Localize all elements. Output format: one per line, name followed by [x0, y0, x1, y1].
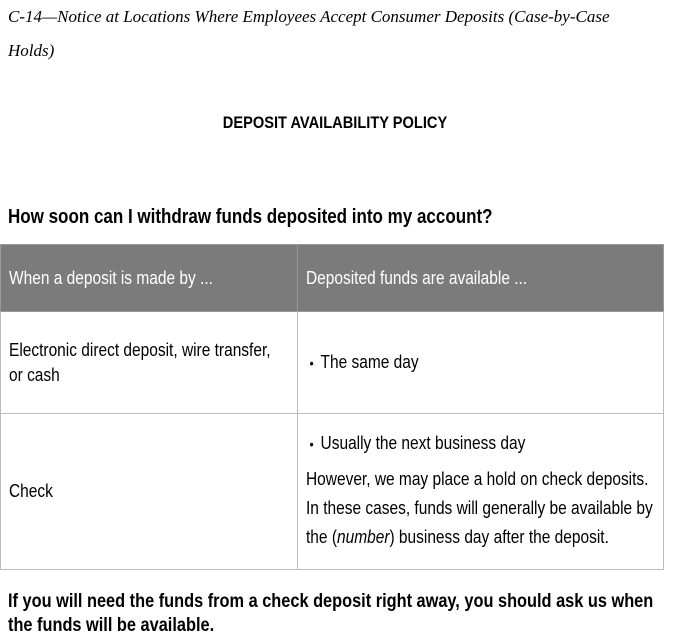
- heading-line-1: C-14—Notice at Locations Where Employees Accept Consumer Deposits (Case-by-Case: [8, 7, 610, 26]
- table-row: [1, 312, 664, 414]
- table-header-row: [1, 245, 664, 312]
- document-heading: [8, 0, 698, 68]
- bullet-icon: •: [309, 436, 314, 452]
- heading-line-2: Holds): [8, 41, 55, 60]
- policy-title: DEPOSIT AVAILABILITY POLICY: [222, 113, 448, 132]
- hold-notice-placeholder: number: [336, 527, 390, 547]
- availability-cell: [298, 414, 664, 570]
- header-availability: [298, 245, 664, 312]
- availability-cell: [298, 312, 664, 414]
- deposit-method-text: Electronic direct deposit, wire transfer, or cash: [9, 339, 271, 385]
- header-deposit-method-label: When a deposit is made by ...: [9, 267, 213, 288]
- header-availability-label: Deposited funds are available ...: [306, 267, 528, 288]
- header-deposit-method: [1, 245, 298, 312]
- deposit-method-cell: [1, 312, 298, 414]
- availability-text: The same day: [320, 351, 419, 372]
- hold-notice-text-1: However, we may place a hold on check deposits. In these cases, funds will generally be available by the (: [306, 469, 653, 547]
- availability-question: How soon can I withdraw funds deposited into my account?: [8, 206, 493, 228]
- footer-note: If you will need the funds from a check deposit right away, you should ask us when the funds will be available.: [8, 591, 654, 636]
- deposit-method-cell: [1, 414, 298, 570]
- table-row: [1, 414, 664, 570]
- hold-notice: [306, 465, 654, 552]
- availability-bullet-item: [306, 350, 658, 376]
- availability-bullet-item: [306, 431, 654, 457]
- bullet-icon: •: [309, 354, 314, 371]
- hold-notice-text-2: ) business day after the deposit.: [389, 527, 609, 547]
- availability-content: [306, 431, 654, 552]
- availability-table: [0, 244, 664, 570]
- availability-text: Usually the next business day: [320, 433, 526, 453]
- deposit-method-text: Check: [9, 481, 53, 501]
